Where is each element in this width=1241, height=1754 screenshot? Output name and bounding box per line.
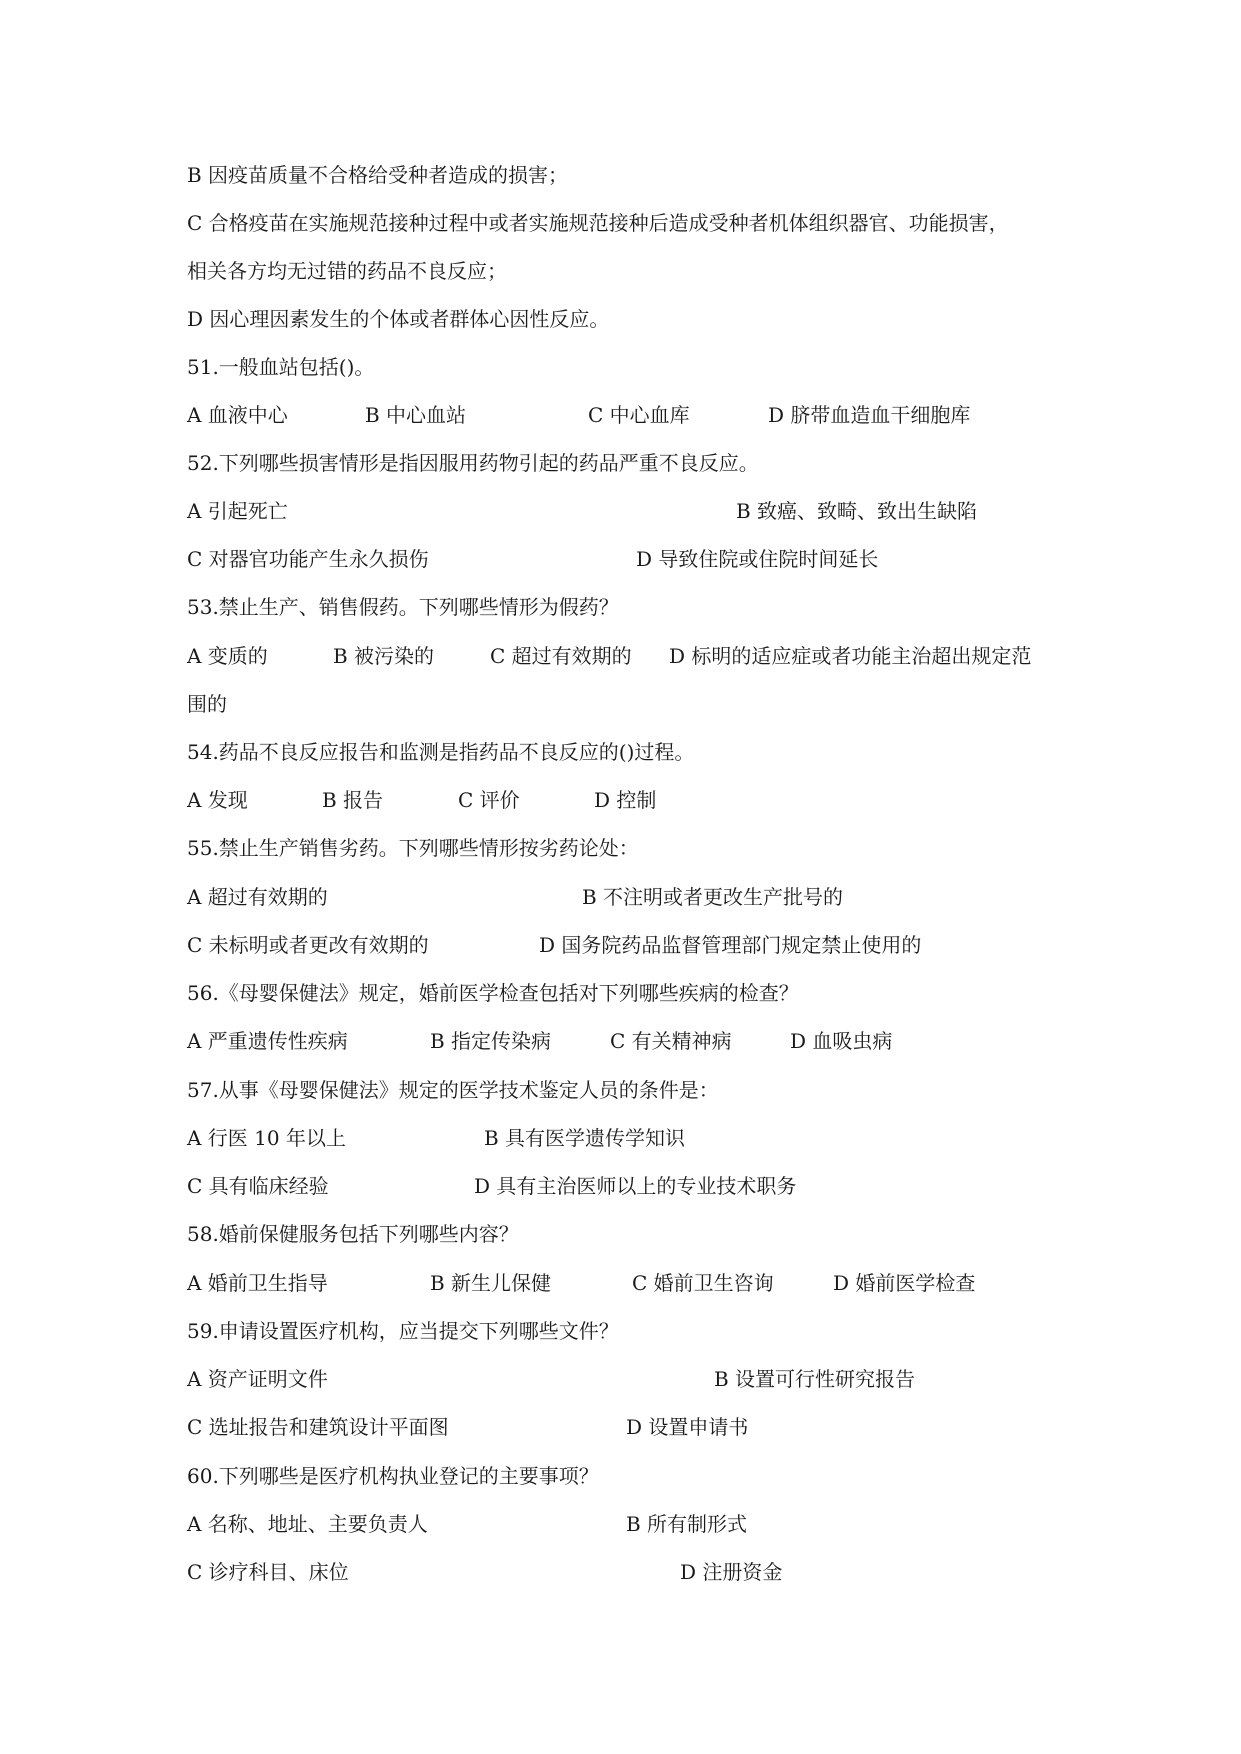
option-54-b: B 报告	[322, 788, 384, 812]
question-56: 56.《母婴保健法》规定，婚前医学检查包括对下列哪些疾病的检查？	[187, 981, 799, 1005]
option-54-d: D 控制	[594, 788, 657, 812]
option-54-c: C 评价	[458, 788, 520, 812]
option-59-b: B 设置可行性研究报告	[714, 1367, 916, 1391]
question-53: 53.禁止生产、销售假药。下列哪些情形为假药？	[187, 595, 619, 619]
option-51-b: B 中心血站	[365, 403, 467, 427]
option-53-c: C 超过有效期的	[490, 644, 632, 668]
option-51-c: C 中心血库	[588, 403, 690, 427]
option-60-d: D 注册资金	[680, 1560, 783, 1584]
option-57-d: D 具有主治医师以上的专业技术职务	[474, 1174, 797, 1198]
text-line: B 因疫苗质量不合格给受种者造成的损害；	[187, 163, 569, 187]
option-52-a: A 引起死亡	[187, 499, 288, 523]
option-56-c: C 有关精神病	[610, 1029, 732, 1053]
option-58-b: B 新生儿保健	[430, 1271, 552, 1295]
option-60-b: B 所有制形式	[626, 1512, 748, 1536]
option-60-c: C 诊疗科目、床位	[187, 1560, 349, 1584]
option-55-c: C 未标明或者更改有效期的	[187, 933, 429, 957]
option-55-d: D 国务院药品监督管理部门规定禁止使用的	[539, 933, 922, 957]
question-57: 57.从事《母婴保健法》规定的医学技术鉴定人员的条件是：	[187, 1078, 719, 1102]
option-57-b: B 具有医学遗传学知识	[484, 1126, 686, 1150]
option-56-d: D 血吸虫病	[790, 1029, 893, 1053]
option-59-c: C 选址报告和建筑设计平面图	[187, 1415, 449, 1439]
option-60-a: A 名称、地址、主要负责人	[187, 1512, 428, 1536]
text-line: C 合格疫苗在实施规范接种过程中或者实施规范接种后造成受种者机体组织器官、功能损害，	[187, 211, 1009, 235]
option-59-d: D 设置申请书	[626, 1415, 749, 1439]
text-line: 相关各方均无过错的药品不良反应；	[187, 259, 507, 283]
option-53-a: A 变质的	[187, 644, 268, 668]
question-54: 54.药品不良反应报告和监测是指药品不良反应的()过程。	[187, 740, 695, 764]
option-57-c: C 具有临床经验	[187, 1174, 329, 1198]
question-59: 59.申请设置医疗机构，应当提交下列哪些文件？	[187, 1319, 619, 1343]
option-52-b: B 致癌、致畸、致出生缺陷	[736, 499, 978, 523]
question-51: 51.一般血站包括()。	[187, 355, 375, 379]
text-line: D 因心理因素发生的个体或者群体心因性反应。	[187, 307, 610, 331]
option-53-d: D 标明的适应症或者功能主治超出规定范	[669, 644, 1032, 668]
question-52: 52.下列哪些损害情形是指因服用药物引起的药品严重不良反应。	[187, 451, 759, 475]
option-58-d: D 婚前医学检查	[833, 1271, 976, 1295]
option-58-a: A 婚前卫生指导	[187, 1271, 328, 1295]
option-53-d-continued: 围的	[187, 692, 227, 716]
option-55-a: A 超过有效期的	[187, 885, 328, 909]
option-58-c: C 婚前卫生咨询	[632, 1271, 774, 1295]
option-51-d: D 脐带血造血干细胞库	[768, 403, 971, 427]
option-52-c: C 对器官功能产生永久损伤	[187, 547, 429, 571]
option-56-a: A 严重遗传性疾病	[187, 1029, 348, 1053]
option-55-b: B 不注明或者更改生产批号的	[582, 885, 844, 909]
question-58: 58.婚前保健服务包括下列哪些内容？	[187, 1222, 519, 1246]
option-52-d: D 导致住院或住院时间延长	[636, 547, 879, 571]
question-55: 55.禁止生产销售劣药。下列哪些情形按劣药论处：	[187, 836, 639, 860]
option-51-a: A 血液中心	[187, 403, 288, 427]
option-54-a: A 发现	[187, 788, 248, 812]
question-60: 60.下列哪些是医疗机构执业登记的主要事项？	[187, 1464, 599, 1488]
option-57-a: A 行医 10 年以上	[187, 1126, 346, 1150]
option-59-a: A 资产证明文件	[187, 1367, 328, 1391]
option-53-b: B 被污染的	[333, 644, 435, 668]
option-56-b: B 指定传染病	[430, 1029, 552, 1053]
